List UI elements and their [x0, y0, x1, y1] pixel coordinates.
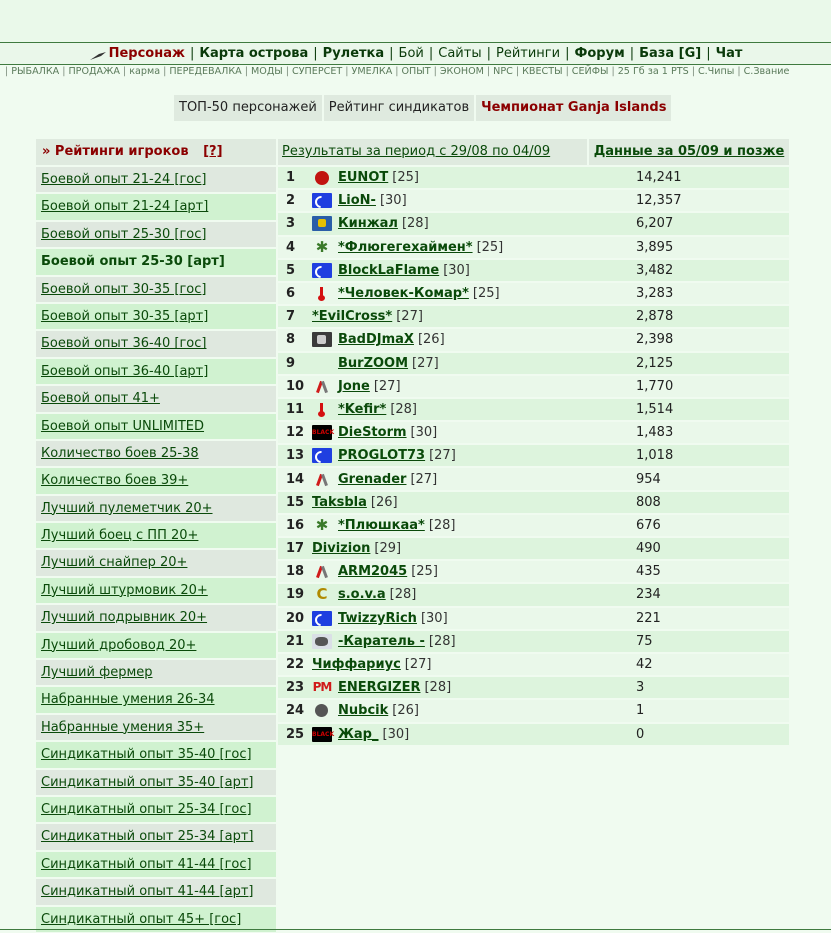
nav-item[interactable]: База [G]	[639, 46, 702, 61]
score-cell: 3	[636, 680, 645, 696]
subnav-separator: |	[737, 66, 741, 77]
nav-item[interactable]: Чат	[715, 46, 743, 61]
player-cell	[312, 379, 636, 394]
player-level: [30]	[420, 610, 448, 626]
clan-icon[interactable]	[312, 332, 332, 347]
sidebar-item-label[interactable]: Набранные умения 26-34	[41, 692, 215, 708]
nav-separator: |	[189, 46, 195, 61]
sidebar-item-label[interactable]: Синдикатный опыт 41-44 [гос]	[41, 856, 252, 872]
player-level: [25]	[476, 239, 504, 255]
rank-cell: 1	[286, 170, 296, 186]
player-level: [26]	[417, 332, 445, 348]
rank-cell: 6	[286, 286, 296, 302]
clan-icon[interactable]	[312, 263, 332, 278]
nav-separator: |	[313, 46, 318, 61]
sidebar-item-label[interactable]: Боевой опыт 21-24 [гос]	[41, 172, 207, 187]
sidebar-item[interactable]	[36, 249, 276, 274]
sidebar-item[interactable]	[36, 797, 276, 822]
subnav-item[interactable]: С.Чипы	[697, 66, 735, 77]
score-cell: 1,514	[636, 401, 674, 417]
player-level: [27]	[410, 471, 438, 487]
rank-cell: 10	[286, 378, 305, 394]
table-row	[278, 654, 789, 675]
nav-item[interactable]: Рулетка	[322, 46, 385, 61]
sidebar-item-label[interactable]: Лучший фермер	[41, 665, 153, 681]
player-cell	[312, 309, 636, 324]
subnav-item[interactable]: ПРОДАЖА	[68, 66, 120, 77]
subnav-item[interactable]: 25 Гб за 1 PTS	[617, 66, 689, 77]
clan-icon[interactable]: ✱	[315, 515, 329, 534]
rank-cell: 23	[286, 680, 305, 696]
player-cell	[312, 587, 636, 602]
rank-cell: 18	[286, 564, 305, 580]
player-name[interactable]: Taksbla	[312, 494, 367, 510]
table-row	[278, 353, 789, 374]
player-name[interactable]: *Флюгегехаймен*	[338, 239, 473, 255]
sidebar-item-label[interactable]: Лучший пулеметчик 20+	[41, 500, 213, 516]
sidebar-item-label[interactable]: Синдикатный опыт 35-40 [гос]	[41, 747, 252, 763]
subnav-separator: |	[62, 66, 66, 77]
results-panel	[278, 139, 789, 745]
subnav-item[interactable]: РЫБАЛКА	[11, 66, 60, 77]
clan-icon[interactable]	[312, 286, 332, 301]
player-name[interactable]: Кинжал	[338, 216, 398, 232]
player-name[interactable]: Жар_	[338, 726, 379, 742]
sidebar-item-label[interactable]: Синдикатный опыт 35-40 [арт]	[41, 774, 254, 790]
score-cell: 42	[636, 657, 653, 673]
sidebar-item[interactable]	[36, 852, 276, 877]
rank-cell: 11	[286, 401, 305, 417]
player-level: [28]	[428, 633, 456, 649]
player-level: [28]	[390, 401, 417, 417]
sidebar-item-label[interactable]: Боевой опыт 30-35 [гос]	[41, 281, 207, 297]
sidebar-item[interactable]	[36, 715, 276, 740]
help-link[interactable]: [?]	[203, 144, 223, 159]
sidebar-item[interactable]	[36, 331, 276, 356]
sidebar-item[interactable]	[36, 359, 276, 384]
player-level: [30]	[443, 262, 470, 278]
score-cell: 490	[636, 541, 661, 557]
player-cell	[312, 541, 636, 556]
tab[interactable]: Чемпионат Ganja Islands	[476, 95, 671, 121]
sidebar-item-label[interactable]: Синдикатный опыт 25-34 [гос]	[41, 801, 252, 817]
sidebar-item-label[interactable]: Лучший боец с ПП 20+	[41, 528, 199, 544]
sidebar-item[interactable]	[36, 550, 276, 575]
player-cell	[312, 332, 636, 347]
nav-item[interactable]: Карта острова	[199, 46, 309, 61]
player-name[interactable]: Divizion	[312, 541, 371, 557]
bottom-divider	[0, 929, 831, 930]
player-name[interactable]: EUNOT	[338, 170, 389, 186]
sidebar-item-label[interactable]: Количество боев 39+	[41, 473, 189, 489]
sidebar-item[interactable]	[36, 194, 276, 219]
subnav-separator: |	[122, 66, 127, 77]
player-cell	[312, 425, 636, 440]
rank-cell: 22	[286, 657, 305, 673]
table-row	[278, 561, 789, 582]
subnav-item[interactable]: NPC	[493, 66, 513, 77]
clan-icon[interactable]	[312, 379, 332, 394]
clan-icon[interactable]	[312, 193, 332, 208]
knife-icon	[89, 50, 107, 60]
score-cell: 1,770	[636, 378, 674, 394]
table-row	[278, 167, 789, 188]
player-cell	[312, 263, 636, 278]
subnav-item[interactable]: СЕЙФЫ	[571, 66, 609, 77]
score-cell: 676	[636, 517, 661, 533]
player-name[interactable]: DieStorm	[338, 425, 407, 441]
sidebar-item-label[interactable]: Лучший подрывник 20+	[41, 610, 208, 626]
sidebar-item-label[interactable]: Боевой опыт 41+	[41, 391, 160, 407]
sidebar-item[interactable]	[36, 441, 276, 466]
player-name[interactable]: *Kefir*	[338, 401, 387, 417]
player-name[interactable]: Nubcik	[338, 703, 389, 719]
player-cell	[312, 611, 636, 626]
player-cell	[312, 402, 636, 417]
clan-icon[interactable]	[312, 611, 332, 626]
score-cell: 1,018	[636, 448, 674, 464]
sidebar-item[interactable]	[36, 304, 276, 329]
sidebar-item-label[interactable]: Боевой опыт 36-40 [гос]	[41, 336, 207, 352]
clan-icon[interactable]: ✱	[315, 237, 329, 256]
sidebar-item-label[interactable]: Боевой опыт 25-30 [арт]	[41, 254, 225, 270]
clan-icon[interactable]	[312, 402, 332, 417]
subnav-separator: |	[345, 66, 349, 77]
subnav-separator: |	[433, 66, 437, 77]
sidebar-item[interactable]	[36, 578, 276, 603]
player-cell	[312, 657, 636, 672]
sidebar-item-label[interactable]: Лучший снайпер 20+	[41, 555, 188, 571]
table-row	[278, 237, 789, 258]
sidebar-title: » Рейтинги игроков	[42, 144, 189, 159]
player-cell	[312, 170, 636, 185]
player-cell	[312, 448, 636, 463]
player-cell	[312, 634, 636, 649]
subnav-item[interactable]: ОПЫТ	[401, 66, 431, 77]
player-cell	[312, 237, 636, 256]
rank-cell: 9	[286, 355, 296, 371]
score-cell: 6,207	[636, 216, 674, 232]
subnav-separator: |	[611, 66, 615, 77]
sidebar-item-label[interactable]: Количество боев 25-38	[41, 445, 199, 461]
table-row	[278, 608, 789, 629]
player-name[interactable]: s.o.v.a	[338, 587, 386, 603]
table-row	[278, 190, 789, 211]
table-row	[278, 213, 789, 234]
subnav-separator: |	[565, 66, 569, 77]
player-cell	[312, 356, 636, 371]
clan-icon[interactable]	[312, 703, 332, 718]
subnav-item[interactable]: ЭКОНОМ	[439, 66, 484, 77]
player-level: [27]	[429, 448, 456, 464]
rating-tabs	[174, 95, 671, 121]
player-name[interactable]: LioN-	[338, 193, 376, 209]
player-level: [27]	[396, 309, 423, 325]
player-name[interactable]: BlockLaFlame	[338, 262, 440, 278]
subnav-item[interactable]: МОДЫ	[250, 66, 283, 77]
score-cell: 75	[636, 633, 653, 649]
results-table	[278, 167, 789, 745]
player-cell	[312, 703, 636, 718]
rank-cell: 8	[286, 332, 296, 348]
player-name[interactable]: ARM2045	[338, 564, 408, 580]
player-level: [25]	[472, 286, 500, 302]
sidebar-item[interactable]	[36, 633, 276, 658]
sidebar-item[interactable]	[36, 879, 276, 904]
table-row	[278, 631, 789, 652]
player-name[interactable]: Jone	[338, 378, 370, 394]
player-cell	[312, 286, 636, 301]
subnav-item[interactable]: С.Звание	[743, 66, 790, 77]
sidebar	[36, 139, 276, 932]
player-name[interactable]: BadDJmaX	[338, 332, 414, 348]
rank-cell: 4	[286, 239, 296, 255]
rank-cell: 19	[286, 587, 305, 603]
subnav-item[interactable]: СУПЕРСЕТ	[292, 66, 343, 77]
nav-item[interactable]: Сайты	[438, 46, 482, 61]
sidebar-item[interactable]	[36, 824, 276, 849]
sidebar-item[interactable]	[36, 167, 276, 192]
top-banner	[0, 0, 831, 42]
table-row	[278, 283, 789, 304]
rank-cell: 20	[286, 610, 305, 626]
player-level: [28]	[424, 680, 452, 696]
nav-item[interactable]: Форум	[574, 46, 625, 61]
sub-nav	[0, 65, 831, 78]
subnav-separator: |	[395, 66, 399, 77]
player-level: [25]	[392, 170, 419, 186]
subnav-separator: |	[5, 66, 9, 77]
sidebar-item[interactable]	[36, 277, 276, 302]
clan-icon[interactable]	[312, 448, 332, 463]
nav-separator: |	[565, 46, 570, 61]
data-link[interactable]: Данные за 05/09 и позже	[589, 139, 789, 165]
period-link[interactable]: Результаты за период с 29/08 по 04/09	[278, 139, 587, 165]
player-level: [26]	[370, 494, 398, 510]
score-cell: 234	[636, 587, 661, 603]
player-cell	[312, 193, 636, 208]
table-row	[278, 329, 789, 350]
score-cell: 221	[636, 610, 661, 626]
sidebar-item[interactable]	[36, 770, 276, 795]
player-name[interactable]: *Человек-Комар*	[338, 286, 469, 302]
sidebar-item-label[interactable]: Боевой опыт 36-40 [арт]	[41, 363, 209, 379]
subnav-separator: |	[515, 66, 520, 77]
subnav-separator: |	[691, 66, 695, 77]
rank-cell: 17	[286, 541, 305, 557]
subnav-separator: |	[163, 66, 167, 77]
player-level: [29]	[374, 541, 402, 557]
subnav-item[interactable]: ПЕРЕДЕВАЛКА	[169, 66, 242, 77]
nav-separator: |	[486, 46, 491, 61]
table-row	[278, 492, 789, 513]
score-cell: 3,482	[636, 262, 674, 278]
player-cell	[312, 515, 636, 534]
player-name[interactable]: *Плюшкаа*	[338, 517, 425, 533]
nav-item[interactable]: Персонаж	[108, 46, 185, 61]
sidebar-item-label[interactable]: Синдикатный опыт 41-44 [арт]	[41, 884, 254, 900]
player-level: [27]	[404, 657, 432, 673]
player-level: [26]	[392, 703, 419, 719]
subnav-item[interactable]: УМЕЛКА	[351, 66, 393, 77]
tab[interactable]: ТОП-50 персонажей	[174, 95, 322, 121]
player-name[interactable]: Чиффариус	[312, 657, 401, 673]
table-row	[278, 677, 789, 698]
score-cell: 1,483	[636, 425, 674, 441]
rank-cell: 13	[286, 448, 305, 464]
player-level: [27]	[412, 355, 439, 371]
rank-cell: 14	[286, 471, 305, 487]
rank-cell: 15	[286, 494, 305, 510]
clan-icon[interactable]	[312, 634, 332, 649]
player-cell	[312, 495, 636, 510]
score-cell: 808	[636, 494, 661, 510]
rank-cell: 3	[286, 216, 296, 232]
sidebar-item-label[interactable]: Лучший дробовод 20+	[41, 637, 197, 653]
sidebar-item[interactable]	[36, 496, 276, 521]
nav-separator: |	[629, 46, 635, 61]
table-row	[278, 260, 789, 281]
sidebar-item[interactable]	[36, 523, 276, 548]
sidebar-item[interactable]	[36, 687, 276, 712]
sidebar-item-label[interactable]: Боевой опыт 21-24 [арт]	[41, 199, 209, 215]
sidebar-item[interactable]	[36, 605, 276, 630]
clan-icon[interactable]: BLACK	[312, 425, 332, 440]
score-cell: 1	[636, 703, 645, 719]
sidebar-item-label[interactable]: Боевой опыт 25-30 [гос]	[41, 226, 207, 242]
clan-icon[interactable]	[315, 171, 329, 185]
rank-cell: 24	[286, 703, 305, 719]
sidebar-header	[36, 139, 276, 165]
player-level: [30]	[382, 726, 410, 742]
table-row	[278, 445, 789, 466]
sidebar-item-label[interactable]: Боевой опыт 30-35 [арт]	[41, 308, 209, 324]
sidebar-item-label[interactable]: Набранные умения 35+	[41, 719, 205, 735]
subnav-item[interactable]: КВЕСТЫ	[522, 66, 563, 77]
player-name[interactable]: BurZOOM	[338, 355, 409, 371]
player-name[interactable]: *EvilCross*	[312, 309, 393, 325]
rank-cell: 2	[286, 193, 296, 209]
score-cell: 3,283	[636, 286, 674, 302]
table-row	[278, 306, 789, 327]
score-cell: 3,895	[636, 239, 674, 255]
results-header	[278, 139, 789, 165]
clan-icon[interactable]: C	[316, 585, 328, 604]
score-cell: 14,241	[636, 170, 682, 186]
nav-item[interactable]: Бой	[398, 46, 424, 61]
rank-cell: 21	[286, 633, 305, 649]
sidebar-item-label[interactable]: Синдикатный опыт 45+ [гос]	[41, 911, 242, 927]
rank-cell: 5	[286, 262, 296, 278]
player-level: [28]	[401, 216, 429, 232]
score-cell: 0	[636, 726, 645, 742]
player-name[interactable]: Grenader	[338, 471, 407, 487]
subnav-item[interactable]: карма	[129, 66, 161, 77]
table-row	[278, 468, 789, 489]
player-level: [30]	[410, 425, 438, 441]
player-cell	[312, 216, 636, 231]
clan-icon[interactable]: BLACK	[312, 727, 332, 742]
sidebar-item[interactable]	[36, 386, 276, 411]
player-name[interactable]: -Каратель -	[338, 633, 425, 649]
sidebar-item-label[interactable]: Боевой опыт UNLIMITED	[41, 418, 205, 434]
sidebar-item[interactable]	[36, 742, 276, 767]
tab[interactable]: Рейтинг синдикатов	[324, 95, 474, 121]
sidebar-item[interactable]	[36, 468, 276, 493]
score-cell: 12,357	[636, 193, 682, 209]
nav-item[interactable]: Рейтинги	[496, 46, 561, 61]
sidebar-list	[36, 167, 276, 932]
subnav-separator: |	[285, 66, 290, 77]
clan-icon[interactable]	[312, 472, 332, 487]
clan-icon[interactable]	[312, 216, 332, 231]
rank-cell: 7	[286, 309, 296, 325]
player-name[interactable]: ENERGIZER	[338, 680, 421, 696]
player-cell	[312, 727, 636, 742]
sidebar-item-label[interactable]: Лучший штурмовик 20+	[41, 582, 208, 598]
nav-separator: |	[428, 46, 434, 61]
score-cell: 2,125	[636, 355, 674, 371]
subnav-separator: |	[244, 66, 248, 77]
player-cell	[312, 680, 636, 695]
clan-icon[interactable]: PM	[312, 680, 332, 695]
sidebar-item[interactable]	[36, 660, 276, 685]
main-nav	[0, 42, 831, 65]
clan-icon[interactable]	[312, 356, 332, 371]
score-cell: 954	[636, 471, 661, 487]
player-cell	[312, 564, 636, 579]
player-name[interactable]: PROGLOT73	[338, 448, 426, 464]
player-level: [30]	[379, 193, 407, 209]
player-level: [28]	[389, 587, 417, 603]
subnav-separator: |	[486, 66, 491, 77]
player-name[interactable]: TwizzyRich	[338, 610, 417, 626]
sidebar-item-label[interactable]: Синдикатный опыт 25-34 [арт]	[41, 829, 254, 845]
table-row	[278, 538, 789, 559]
rank-cell: 25	[286, 726, 305, 742]
nav-separator: |	[706, 46, 711, 61]
table-row	[278, 700, 789, 721]
table-row	[278, 515, 789, 536]
player-level: [27]	[373, 378, 401, 394]
table-row	[278, 584, 789, 605]
table-row	[278, 399, 789, 420]
score-cell: 435	[636, 564, 661, 580]
player-level: [25]	[411, 564, 438, 580]
player-cell	[312, 472, 636, 487]
player-level: [28]	[428, 517, 456, 533]
rank-cell: 16	[286, 517, 305, 533]
sidebar-item[interactable]	[36, 222, 276, 247]
sidebar-item[interactable]	[36, 414, 276, 439]
score-cell: 2,398	[636, 332, 674, 348]
table-row	[278, 376, 789, 397]
clan-icon[interactable]	[312, 564, 332, 579]
table-row	[278, 724, 789, 745]
score-cell: 2,878	[636, 309, 674, 325]
table-row	[278, 422, 789, 443]
nav-separator: |	[389, 46, 394, 61]
rank-cell: 12	[286, 425, 305, 441]
